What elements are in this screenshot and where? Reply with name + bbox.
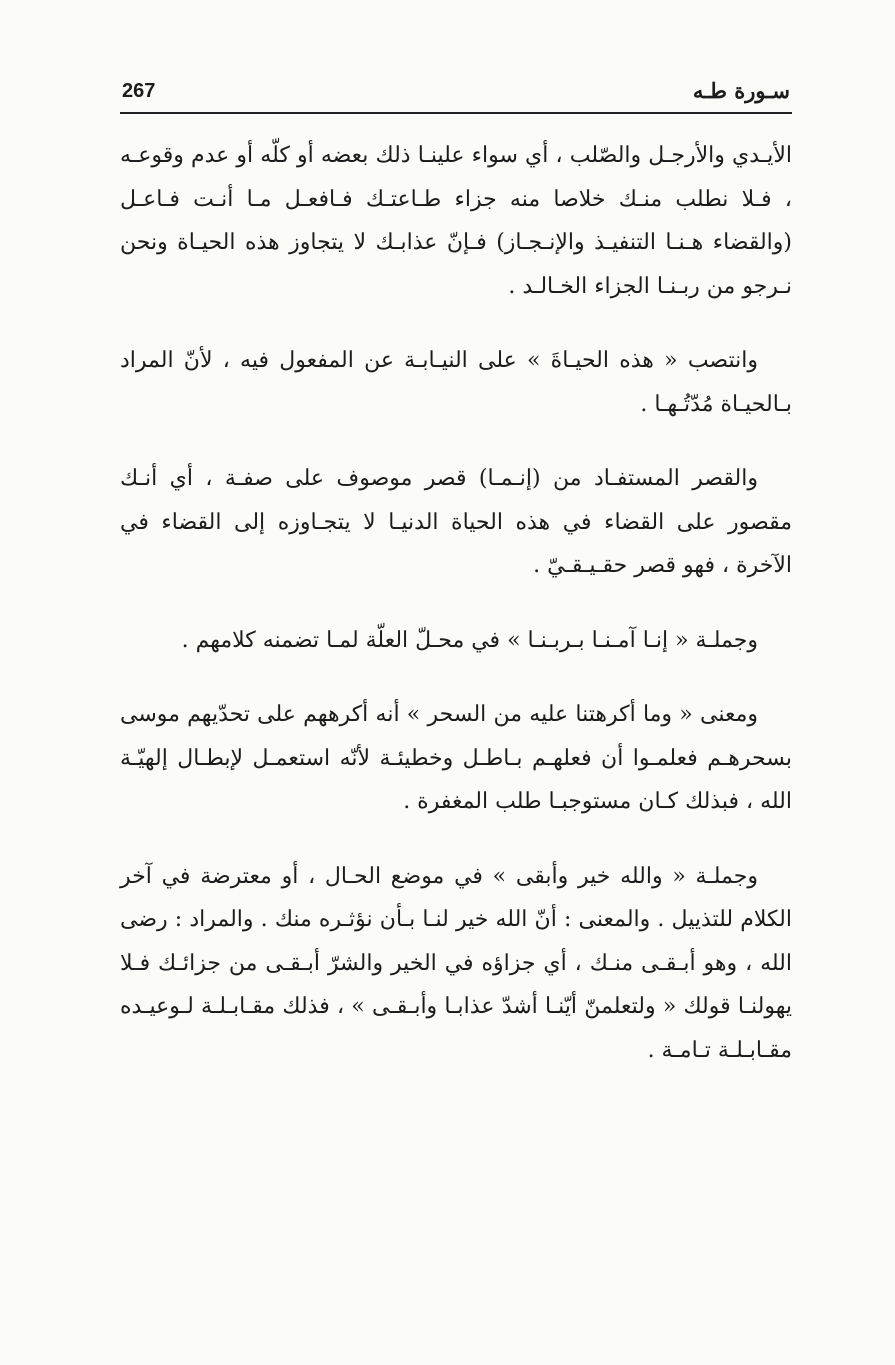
paragraph-5: ومعنى « وما أكرهتنا عليه من السحر » أنه أكرههم على تحدّيهم موسى بسحرهـم فعلمـوا أن فعلهـم بـاطـل وخطيئـة لأنّه استعمـل لإبطـال إلهيّـة الله ، فبذلك كـان مستوجبـا طلب المغفرة .: [120, 702, 792, 814]
paragraph-2: وانتصب « هذه الحيـاةَ » على النيـابـة عن المفعول فيه ، لأنّ المراد بـالحيـاة مُدّتُـهـا .: [120, 348, 792, 417]
page-number: 267: [122, 80, 156, 102]
chapter-title: سـورة طـه: [692, 78, 790, 103]
body-text: [120, 134, 792, 1103]
paragraph-4: وجملـة « إنـا آمـنـا بـربـنـا » في محـلّ العلّة لمـا تضمنه كلامهم .: [181, 627, 758, 653]
paragraph-6: وجملـة « والله خير وأبقى » في موضع الحـال ، أو معترضة في آخر الكلام للتذييل . والمعنى : أنّ الله خير لنـا بـأن نؤثـره منك . والمراد : رضى الله ، وهو أبـقـى منـك ، أي جزاؤه في الخير والشرّ أبـقـى من جزائـك فـلا يهولنـا قولك « ولتعلمنّ أيّنـا أشدّ عذابـا وأبـقـى » ، فذلك مقـابـلـة لـوعيـده مقـابـلـة تـامـة .: [120, 863, 792, 1063]
paragraph-1: الأيـدي والأرجـل والصّلب ، أي سواء علينـا ذلك بعضه أو كلّه أو عدم وقوعـه ، فـلا نطلب منـك خلاصا منه جزاء طـاعتـك فـافعـل مـا أنـت فـاعـل (والقضاء هـنـا التنفيـذ والإنـجـاز) فـإنّ عذابـك لا يتجاوز هذه الحيـاة ونحن نـرجو من ربـنـا الجزاء الخـالـد .: [120, 143, 792, 299]
running-header: [120, 78, 792, 114]
paragraph-3: والقصر المستفـاد من (إنـمـا) قصر موصوف على صفـة ، أي أنـك مقصور على القضاء في هذه الحياة الدنيـا لا يتجـاوزه إلى القضاء في الآخرة ، فهو قصر حقـيـقـيّ .: [120, 466, 792, 578]
